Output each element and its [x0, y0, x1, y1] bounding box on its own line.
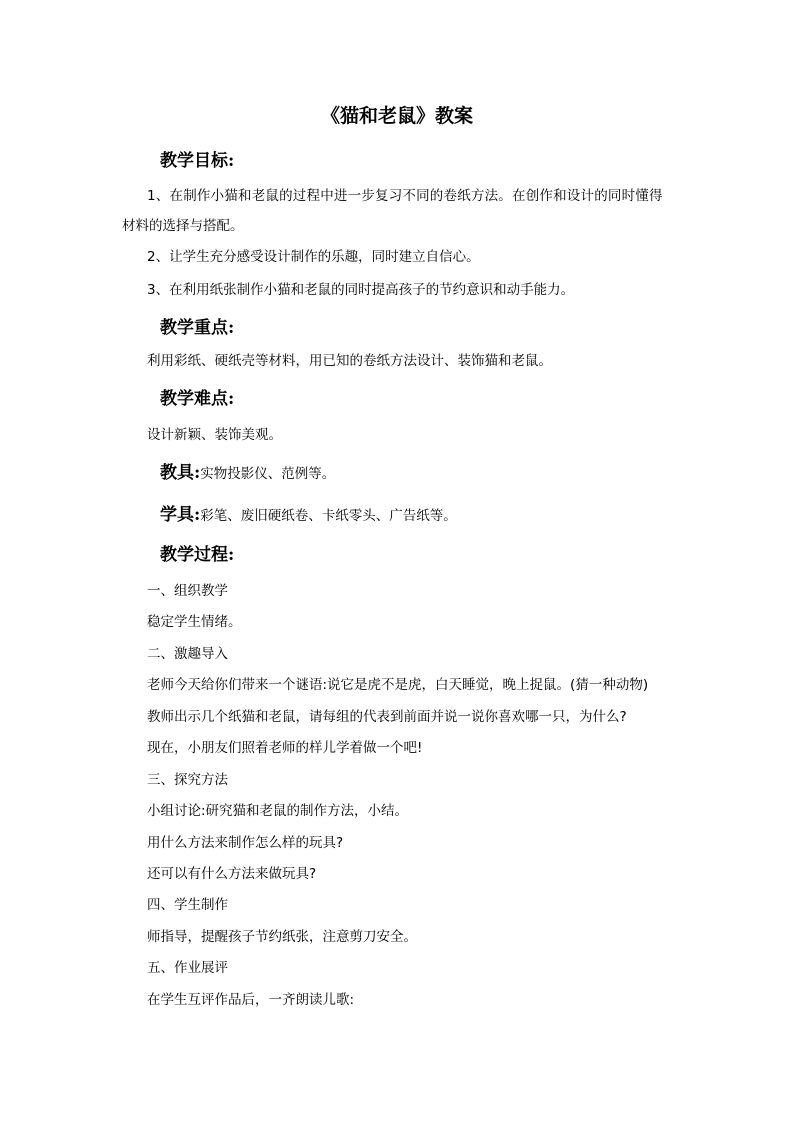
goal-line-1: 1、在制作小猫和老鼠的过程中进一步复习不同的卷纸方法。在创作和设计的同时懂得 [147, 188, 663, 204]
heading-key-points: 教学重点: [160, 318, 235, 338]
process-line: 现在，小朋友们照着老师的样儿学着做一个吧! [147, 740, 423, 756]
process-line: 三、探究方法 [147, 772, 228, 788]
heading-teaching-process: 教学过程: [160, 545, 235, 565]
heading-difficulties: 教学难点: [160, 389, 235, 409]
process-line: 小组讨论:研究猫和老鼠的制作方法，小结。 [147, 803, 409, 819]
process-line: 一、组织教学 [147, 583, 228, 599]
goal-line-2: 2、让学生充分感受设计制作的乐趣，同时建立自信心。 [147, 249, 480, 265]
process-line: 还可以有什么方法来做玩具? [147, 866, 317, 882]
document-title: 《猫和老鼠》教案 [320, 105, 473, 127]
heading-student-tools: 学具: [160, 505, 201, 525]
process-line: 用什么方法来制作怎么样的玩具? [147, 835, 344, 851]
key-points-text: 利用彩纸、硬纸壳等材料，用已知的卷纸方法设计、装饰猫和老鼠。 [147, 353, 552, 369]
heading-teaching-goals: 教学目标: [160, 151, 235, 171]
goal-line-3: 3、在利用纸张制作小猫和老鼠的同时提高孩子的节约意识和动手能力。 [147, 282, 575, 298]
student-tools-row [160, 502, 457, 529]
heading-teacher-tools: 教具: [160, 463, 201, 483]
process-line: 老师今天给你们带来一个谜语:说它是虎不是虎，白天睡觉，晚上捉鼠。(猜一种动物) [147, 677, 649, 693]
process-line: 稳定学生情绪。 [147, 614, 242, 630]
process-line: 师指导，提醒孩子节约纸张，注意剪刀安全。 [147, 929, 417, 945]
student-tools-text: 彩笔、废旧硬纸卷、卡纸零头、广告纸等。 [200, 508, 457, 524]
difficulties-text: 设计新颖、装饰美观。 [147, 427, 282, 443]
teacher-tools-text: 实物投影仪、范例等。 [200, 466, 336, 482]
process-line: 二、激趣导入 [147, 646, 228, 662]
process-line: 四、学生制作 [147, 897, 228, 913]
teacher-tools-row [160, 460, 335, 487]
process-line: 五、作业展评 [147, 960, 228, 976]
process-line: 在学生互评作品后，一齐朗读儿歌: [147, 992, 355, 1008]
process-line: 教师出示几个纸猫和老鼠，请每组的代表到前面并说一说你喜欢哪一只，为什么? [147, 709, 627, 725]
goal-line-1-cont: 材料的选择与搭配。 [122, 218, 244, 234]
